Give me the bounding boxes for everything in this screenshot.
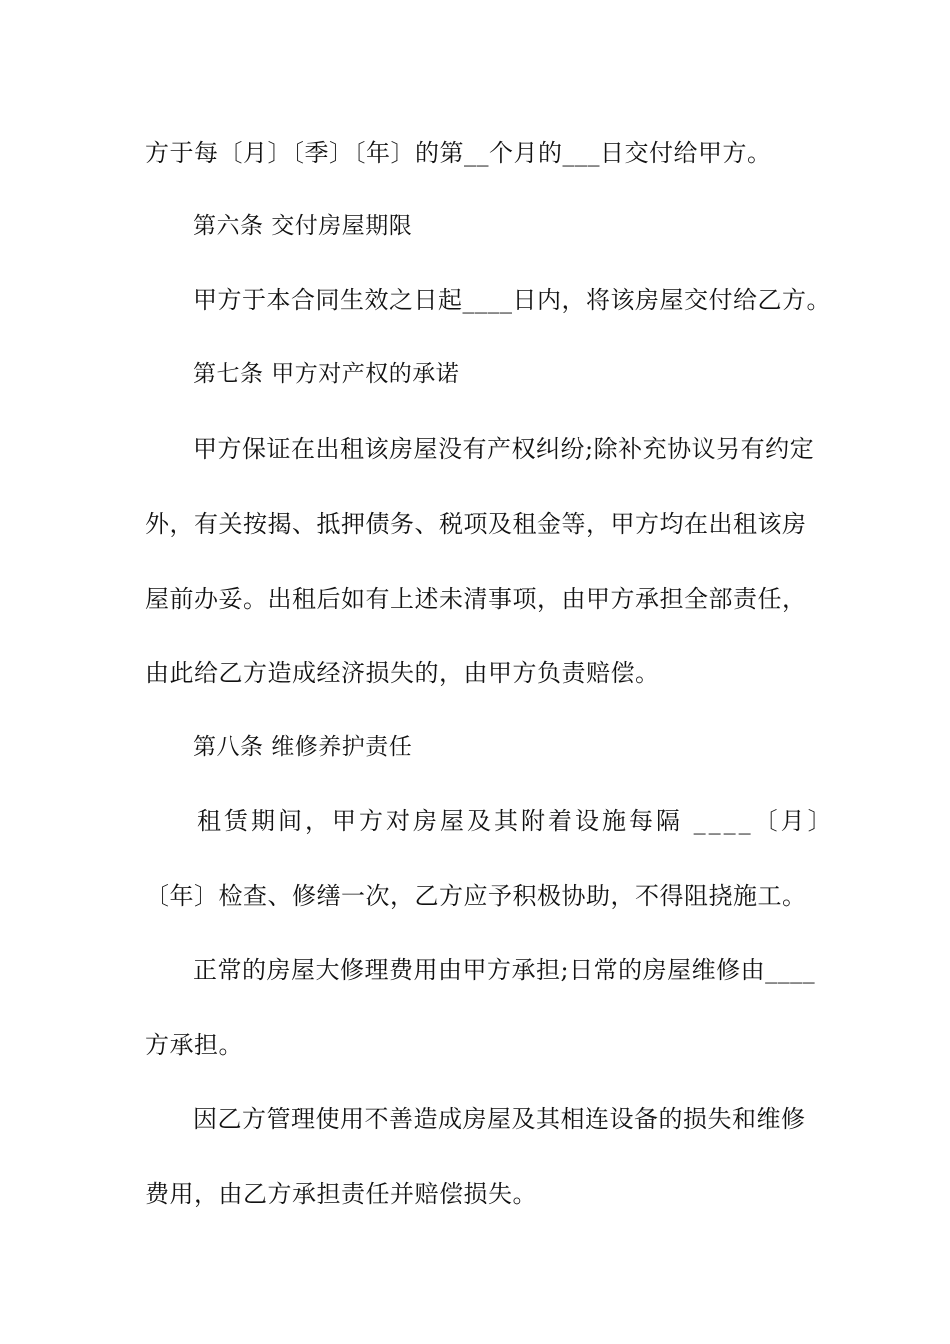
paragraph-line: 方于每〔月〕〔季〕〔年〕的第__个月的___日交付给甲方。 xyxy=(145,139,772,167)
paragraph-line: 因乙方管理使用不善造成房屋及其相连设备的损失和维修 xyxy=(193,1105,806,1133)
paragraph-line: 租赁期间，甲方对房屋及其附着设施每隔 ____〔月〕 xyxy=(197,807,835,835)
section-heading-8: 第八条 维修养护责任 xyxy=(193,734,413,760)
paragraph-line: 费用，由乙方承担责任并赔偿损失。 xyxy=(145,1180,537,1208)
section-heading-6: 第六条 交付房屋期限 xyxy=(193,213,413,239)
paragraph-line: 正常的房屋大修理费用由甲方承担;日常的房屋维修由____ xyxy=(193,956,816,984)
section-heading-7: 第七条 甲方对产权的承诺 xyxy=(193,361,460,387)
paragraph-line: 甲方保证在出租该房屋没有产权纠纷;除补充协议另有约定 xyxy=(193,435,815,463)
paragraph-line: 方承担。 xyxy=(145,1031,243,1059)
paragraph-line: 由此给乙方造成经济损失的，由甲方负责赔偿。 xyxy=(145,659,660,687)
paragraph-line: 外，有关按揭、抵押债务、税项及租金等，甲方均在出租该房 xyxy=(145,510,807,538)
paragraph-line: 甲方于本合同生效之日起____日内，将该房屋交付给乙方。 xyxy=(193,286,831,314)
paragraph-line: 〔年〕检查、修缮一次，乙方应予积极协助，不得阻挠施工。 xyxy=(145,882,807,910)
paragraph-line: 屋前办妥。出租后如有上述未清事项，由甲方承担全部责任， xyxy=(145,585,807,613)
